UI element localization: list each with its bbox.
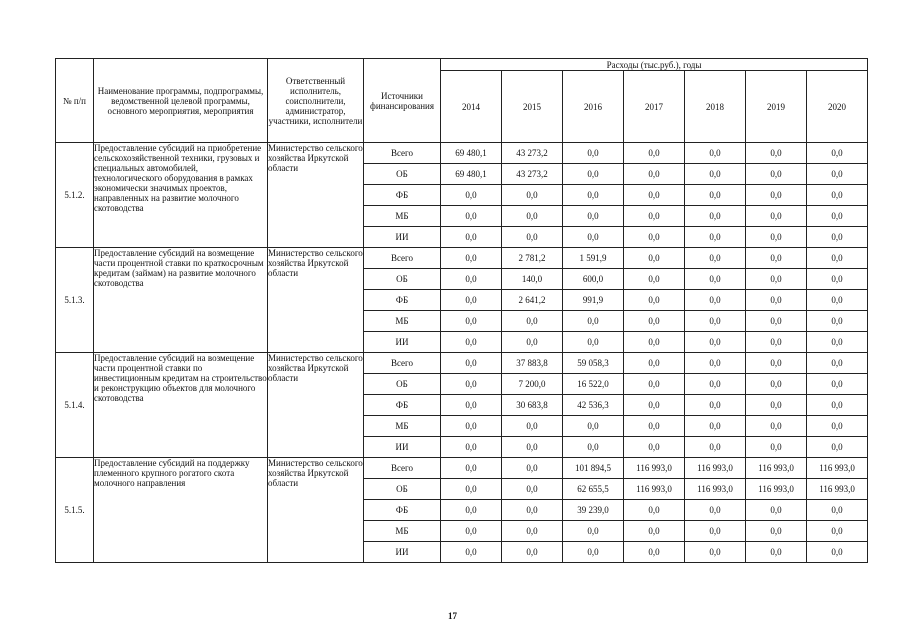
expense-value: 0,0 [563, 416, 624, 437]
expense-value: 0,0 [807, 248, 868, 269]
expense-value: 0,0 [441, 290, 502, 311]
expense-value: 0,0 [807, 395, 868, 416]
expense-value: 0,0 [746, 416, 807, 437]
funding-source: Всего [364, 353, 441, 374]
expense-value: 0,0 [685, 143, 746, 164]
expense-value: 116 993,0 [685, 479, 746, 500]
expense-value: 0,0 [807, 185, 868, 206]
item-responsible: Министерство сельского хозяйства Иркутской области [268, 143, 364, 248]
expense-value: 0,0 [807, 290, 868, 311]
header-name: Наименование программы, подпрограммы, ведомственной целевой программы, основного мероприятия, мероприятия [94, 59, 268, 143]
expense-value: 39 239,0 [563, 500, 624, 521]
expense-value: 0,0 [807, 143, 868, 164]
expense-value: 0,0 [563, 185, 624, 206]
expense-value: 0,0 [685, 206, 746, 227]
expense-value: 0,0 [441, 416, 502, 437]
expense-value: 0,0 [441, 374, 502, 395]
header-year: 2016 [563, 71, 624, 143]
expense-value: 0,0 [441, 185, 502, 206]
expense-value: 69 480,1 [441, 143, 502, 164]
expense-value: 0,0 [441, 437, 502, 458]
expense-value: 0,0 [807, 374, 868, 395]
item-number: 5.1.5. [56, 458, 94, 563]
expense-value: 0,0 [746, 227, 807, 248]
table-row [56, 353, 868, 374]
funding-source: ОБ [364, 479, 441, 500]
header-year: 2018 [685, 71, 746, 143]
expense-value: 0,0 [807, 542, 868, 563]
expense-value: 0,0 [746, 500, 807, 521]
expense-value: 140,0 [502, 269, 563, 290]
expense-value: 0,0 [441, 269, 502, 290]
expense-value: 0,0 [746, 206, 807, 227]
item-name: Предоставление субсидий на приобретение сельскохозяйственной техники, грузовых и специальных автомобилей, технологического оборудования в рамках экономически значимых проектов, направленных на развитие молочного скотоводства [94, 143, 268, 248]
expense-value: 0,0 [807, 332, 868, 353]
expense-value: 2 781,2 [502, 248, 563, 269]
funding-source: ИИ [364, 437, 441, 458]
expense-value: 0,0 [624, 542, 685, 563]
expense-value: 0,0 [441, 311, 502, 332]
expense-value: 0,0 [685, 416, 746, 437]
expense-value: 0,0 [502, 206, 563, 227]
expense-value: 0,0 [441, 248, 502, 269]
expense-value: 0,0 [685, 248, 746, 269]
expense-value: 0,0 [746, 164, 807, 185]
expense-value: 0,0 [807, 521, 868, 542]
expense-value: 0,0 [685, 185, 746, 206]
expense-value: 116 993,0 [746, 479, 807, 500]
expense-value: 0,0 [624, 185, 685, 206]
expense-value: 37 883,8 [502, 353, 563, 374]
expense-value: 0,0 [624, 437, 685, 458]
expense-value: 0,0 [807, 164, 868, 185]
expense-value: 16 522,0 [563, 374, 624, 395]
expense-value: 0,0 [807, 500, 868, 521]
expense-value: 69 480,1 [441, 164, 502, 185]
expense-value: 0,0 [624, 395, 685, 416]
expense-value: 0,0 [685, 353, 746, 374]
funding-source: МБ [364, 206, 441, 227]
item-number: 5.1.3. [56, 248, 94, 353]
expense-value: 1 591,9 [563, 248, 624, 269]
item-responsible: Министерство сельского хозяйства Иркутской области [268, 248, 364, 353]
expense-value: 600,0 [563, 269, 624, 290]
expense-value: 0,0 [807, 269, 868, 290]
funding-source: ИИ [364, 227, 441, 248]
expense-value: 0,0 [624, 521, 685, 542]
expense-value: 0,0 [685, 227, 746, 248]
expense-value: 0,0 [563, 311, 624, 332]
expense-value: 0,0 [502, 416, 563, 437]
expense-value: 0,0 [746, 353, 807, 374]
header-year: 2017 [624, 71, 685, 143]
expense-value: 0,0 [502, 227, 563, 248]
expense-value: 0,0 [441, 458, 502, 479]
funding-source: МБ [364, 416, 441, 437]
expense-value: 0,0 [746, 185, 807, 206]
expense-value: 0,0 [441, 206, 502, 227]
item-name: Предоставление субсидий на возмещение части процентной ставки по краткосрочным кредитам (займам) на развитие молочного скотоводства [94, 248, 268, 353]
expense-value: 0,0 [685, 437, 746, 458]
funding-source: ФБ [364, 185, 441, 206]
expense-value: 0,0 [502, 542, 563, 563]
funding-source: ФБ [364, 290, 441, 311]
expense-value: 0,0 [624, 206, 685, 227]
funding-source: ФБ [364, 395, 441, 416]
item-responsible: Министерство сельского хозяйства Иркутской области [268, 458, 364, 563]
expense-value: 0,0 [746, 374, 807, 395]
expense-value: 0,0 [807, 437, 868, 458]
expense-value: 116 993,0 [746, 458, 807, 479]
expense-value: 0,0 [624, 290, 685, 311]
expense-value: 0,0 [746, 521, 807, 542]
expense-value: 0,0 [441, 395, 502, 416]
funding-source: МБ [364, 311, 441, 332]
expense-value: 2 641,2 [502, 290, 563, 311]
expense-value: 0,0 [746, 311, 807, 332]
expense-value: 0,0 [563, 437, 624, 458]
expense-value: 0,0 [624, 269, 685, 290]
expense-value: 0,0 [685, 290, 746, 311]
expense-value: 0,0 [624, 227, 685, 248]
expense-value: 0,0 [441, 542, 502, 563]
expense-value: 0,0 [563, 521, 624, 542]
expense-value: 0,0 [685, 164, 746, 185]
expense-value: 0,0 [502, 521, 563, 542]
expense-value: 0,0 [502, 458, 563, 479]
expense-value: 0,0 [807, 416, 868, 437]
expense-value: 0,0 [441, 500, 502, 521]
expense-value: 43 273,2 [502, 164, 563, 185]
expense-value: 0,0 [685, 500, 746, 521]
expense-value: 0,0 [746, 143, 807, 164]
expense-value: 0,0 [685, 374, 746, 395]
expense-value: 0,0 [563, 206, 624, 227]
header-year: 2014 [441, 71, 502, 143]
expense-value: 0,0 [746, 542, 807, 563]
expense-value: 0,0 [502, 185, 563, 206]
expense-value: 116 993,0 [624, 458, 685, 479]
expense-value: 101 894,5 [563, 458, 624, 479]
expense-value: 991,9 [563, 290, 624, 311]
expense-value: 116 993,0 [624, 479, 685, 500]
expense-value: 0,0 [502, 500, 563, 521]
funding-source: ОБ [364, 164, 441, 185]
funding-source: МБ [364, 521, 441, 542]
expense-value: 0,0 [502, 437, 563, 458]
expense-value: 0,0 [441, 332, 502, 353]
expense-value: 0,0 [624, 311, 685, 332]
expense-value: 62 655,5 [563, 479, 624, 500]
funding-source: ИИ [364, 332, 441, 353]
expense-value: 0,0 [624, 353, 685, 374]
expense-value: 0,0 [807, 206, 868, 227]
item-number: 5.1.2. [56, 143, 94, 248]
expense-value: 0,0 [685, 332, 746, 353]
expense-value: 0,0 [563, 164, 624, 185]
expense-value: 0,0 [746, 332, 807, 353]
item-number: 5.1.4. [56, 353, 94, 458]
expense-value: 0,0 [441, 521, 502, 542]
budget-table [55, 58, 868, 563]
expense-value: 0,0 [746, 290, 807, 311]
funding-source: ОБ [364, 374, 441, 395]
funding-source: Всего [364, 248, 441, 269]
expense-value: 0,0 [624, 143, 685, 164]
funding-source: ФБ [364, 500, 441, 521]
item-name: Предоставление субсидий на возмещение части процентной ставки по инвестиционным кредитам на строительство и реконструкцию объектов для молочного скотоводства [94, 353, 268, 458]
header-number: № п/п [56, 59, 94, 143]
expense-value: 0,0 [746, 248, 807, 269]
expense-value: 0,0 [441, 479, 502, 500]
header-year: 2019 [746, 71, 807, 143]
header-sources: Источники финансирования [364, 59, 441, 143]
expense-value: 59 058,3 [563, 353, 624, 374]
expense-value: 0,0 [746, 437, 807, 458]
funding-source: Всего [364, 143, 441, 164]
expense-value: 0,0 [685, 521, 746, 542]
item-responsible: Министерство сельского хозяйства Иркутской области [268, 353, 364, 458]
expense-value: 0,0 [685, 269, 746, 290]
expense-value: 0,0 [563, 227, 624, 248]
expense-value: 0,0 [441, 353, 502, 374]
expense-value: 0,0 [624, 332, 685, 353]
page-number: 17 [448, 611, 457, 621]
table-row [56, 143, 868, 164]
expense-value: 0,0 [807, 311, 868, 332]
header-year: 2015 [502, 71, 563, 143]
expense-value: 0,0 [502, 311, 563, 332]
funding-source: ИИ [364, 542, 441, 563]
expense-value: 0,0 [563, 143, 624, 164]
funding-source: ОБ [364, 269, 441, 290]
expense-value: 0,0 [624, 374, 685, 395]
expense-value: 0,0 [807, 227, 868, 248]
expense-value: 30 683,8 [502, 395, 563, 416]
expense-value: 0,0 [624, 164, 685, 185]
table-row [56, 458, 868, 479]
expense-value: 116 993,0 [685, 458, 746, 479]
expense-value: 0,0 [685, 395, 746, 416]
expense-value: 116 993,0 [807, 458, 868, 479]
expense-value: 0,0 [563, 542, 624, 563]
funding-source: Всего [364, 458, 441, 479]
expense-value: 0,0 [563, 332, 624, 353]
item-name: Предоставление субсидий на поддержку племенного крупного рогатого скота молочного направления [94, 458, 268, 563]
expense-value: 0,0 [746, 395, 807, 416]
expense-value: 7 200,0 [502, 374, 563, 395]
expense-value: 0,0 [685, 311, 746, 332]
expense-value: 42 536,3 [563, 395, 624, 416]
expense-value: 0,0 [441, 227, 502, 248]
expense-value: 0,0 [746, 269, 807, 290]
expense-value: 43 273,2 [502, 143, 563, 164]
table-row [56, 248, 868, 269]
header-year: 2020 [807, 71, 868, 143]
expense-value: 0,0 [502, 332, 563, 353]
expense-value: 0,0 [502, 479, 563, 500]
expense-value: 0,0 [685, 542, 746, 563]
header-responsible: Ответственный исполнитель, соисполнители, администратор, участники, исполнители [268, 59, 364, 143]
expense-value: 0,0 [624, 416, 685, 437]
expense-value: 116 993,0 [807, 479, 868, 500]
expense-value: 0,0 [624, 500, 685, 521]
header-expenses: Расходы (тыс.руб.), годы [441, 59, 868, 71]
expense-value: 0,0 [807, 353, 868, 374]
expense-value: 0,0 [624, 248, 685, 269]
